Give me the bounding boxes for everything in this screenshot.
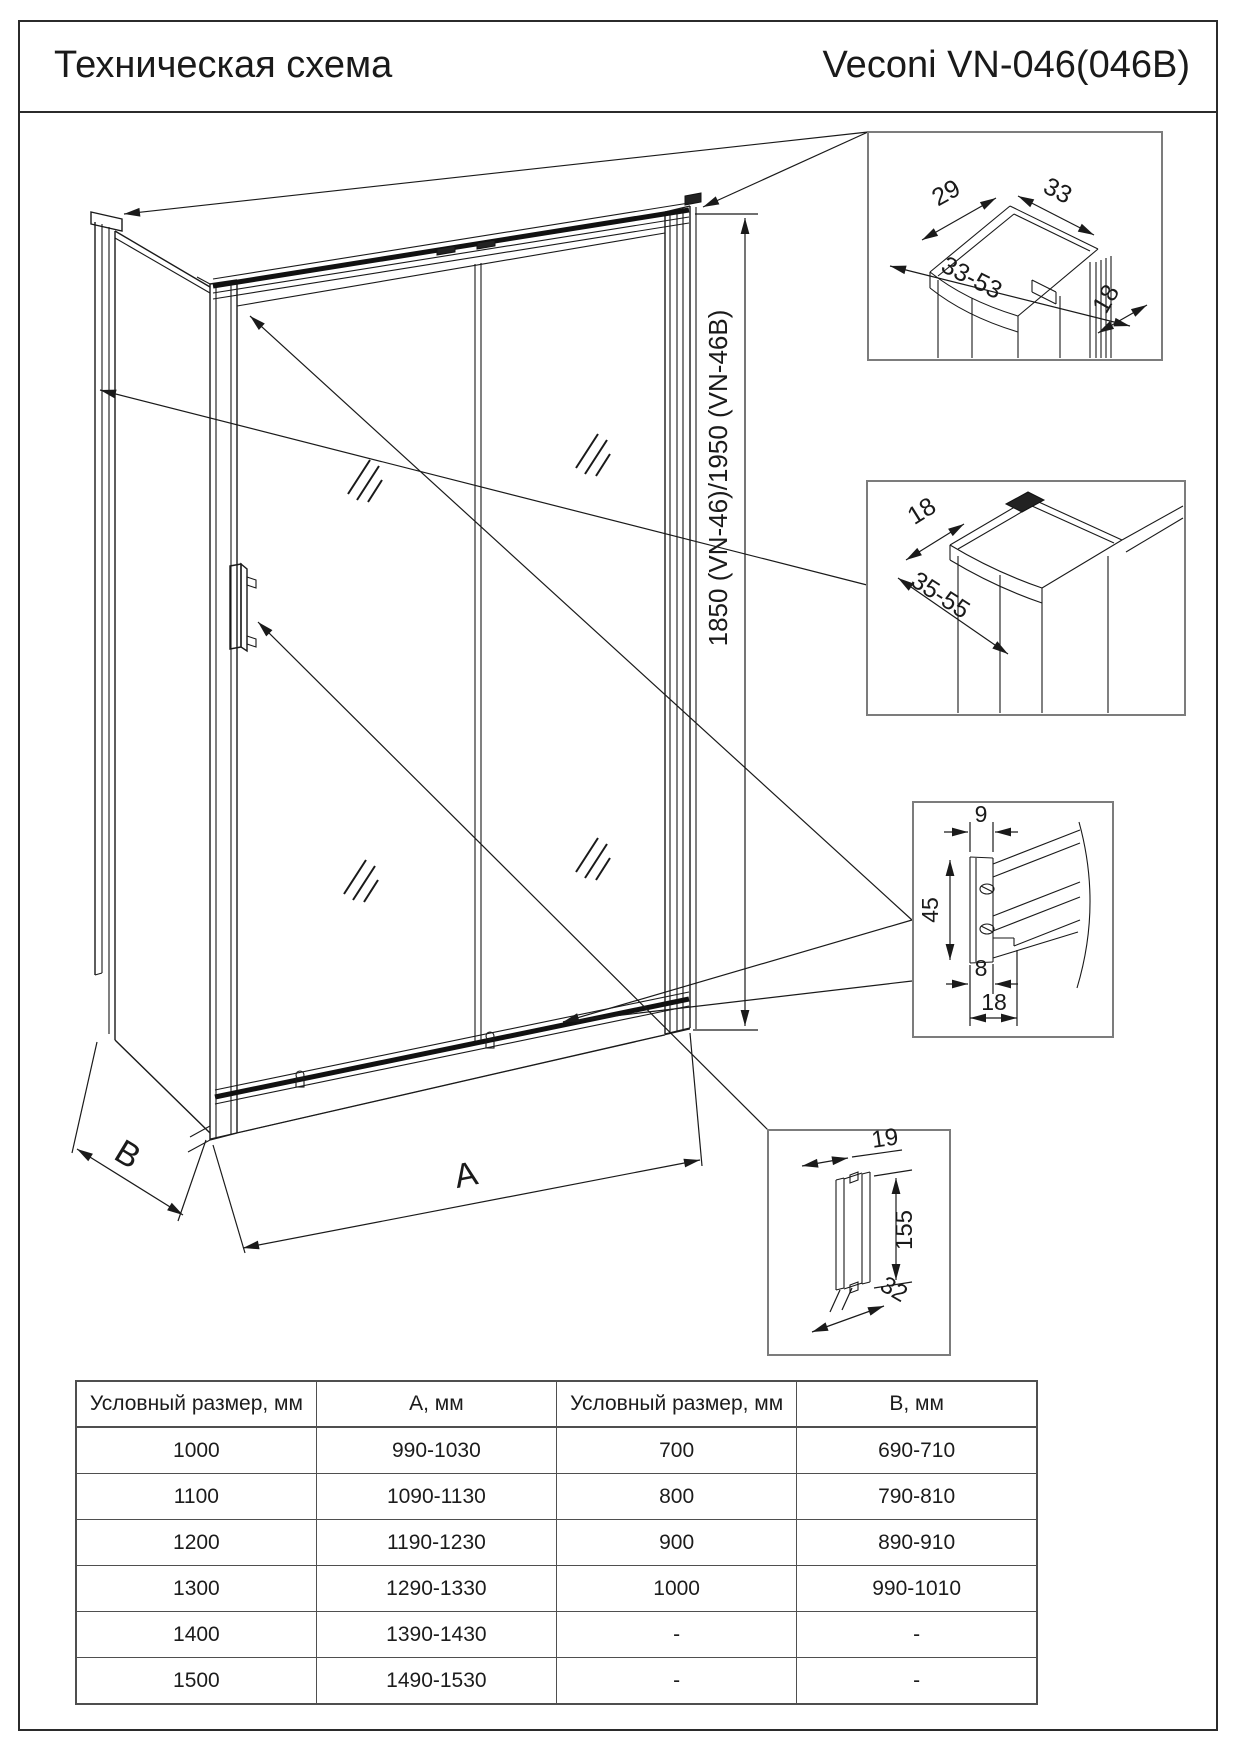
dimension-width-a [213,1033,702,1253]
cell: 1500 [76,1658,316,1705]
cell: 990-1010 [797,1566,1037,1612]
col-header-a-mm: А, мм [316,1381,556,1427]
detail-top-dim-18: 18 [1086,279,1126,319]
col-header-size-b: Условный размер, мм [557,1381,797,1427]
detail-top-dim-29: 29 [927,174,966,212]
cell: 990-1030 [316,1427,556,1474]
cell: 1290-1330 [316,1566,556,1612]
detail-handle-dim-155: 155 [891,1209,918,1251]
table-row [76,1566,1037,1612]
detail-wall-dim-35-55: 35-55 [905,566,975,625]
cell: - [797,1612,1037,1658]
bottom-rail [210,992,690,1139]
side-panel [115,231,210,1133]
detail-frame-profile [913,801,1113,1037]
detail-top-profile [868,132,1162,360]
detail-handle-dim-19: 19 [869,1123,901,1154]
cell: 700 [557,1427,797,1474]
detail-top-dim-33: 33 [1038,172,1077,210]
detail-frame-dim-45: 45 [917,897,943,923]
cell: 1090-1130 [316,1474,556,1520]
cell: 800 [557,1474,797,1520]
table-row [76,1520,1037,1566]
dimension-depth-b [72,1042,206,1221]
door-frame [188,193,701,1152]
size-table [75,1380,1038,1705]
door-handle [230,564,256,651]
dimension-height [693,214,758,1030]
table-row [76,1474,1037,1520]
cell: 790-810 [797,1474,1037,1520]
cell: 890-910 [797,1520,1037,1566]
col-header-size-a: Условный размер, мм [76,1381,316,1427]
detail-top-dim-33-53: 33-53 [936,250,1007,305]
detail-wall-dim-18: 18 [902,491,941,531]
cell: 900 [557,1520,797,1566]
top-rail [213,203,689,306]
depth-dimension-label: B [108,1132,148,1177]
cell: 690-710 [797,1427,1037,1474]
cell: 1100 [76,1474,316,1520]
cell: - [557,1612,797,1658]
cell: 1190-1230 [316,1520,556,1566]
detail-frame-dim-8: 8 [974,955,988,981]
page-title: Техническая схема [54,44,393,86]
col-header-b-mm: В, мм [797,1381,1037,1427]
detail-wall-profile [867,481,1185,715]
detail-handle-dim-32: 32 [875,1271,913,1308]
panel-divider [475,263,481,1041]
cell: - [557,1658,797,1705]
cell: 1000 [557,1566,797,1612]
detail-frame-dim-18: 18 [981,989,1007,1015]
model-title: Veconi VN-046(046B) [822,44,1190,86]
cell: - [797,1658,1037,1705]
cell: 1200 [76,1520,316,1566]
table-row [76,1658,1037,1705]
table-row [76,1612,1037,1658]
width-dimension-label: A [451,1154,481,1197]
table-header-row [76,1381,1037,1427]
cell: 1300 [76,1566,316,1612]
glass-hatch-marks [344,434,610,902]
cell: 1490-1530 [316,1658,556,1705]
wall-profile-left [91,212,122,1040]
detail-handle [768,1123,950,1355]
cell: 1390-1430 [316,1612,556,1658]
detail-frame-dim-9: 9 [974,801,988,827]
height-dimension-label: 1850 (VN-46)/1950 (VN-46B) [703,309,733,647]
cell: 1000 [76,1427,316,1474]
cell: 1400 [76,1612,316,1658]
table-row [76,1427,1037,1474]
